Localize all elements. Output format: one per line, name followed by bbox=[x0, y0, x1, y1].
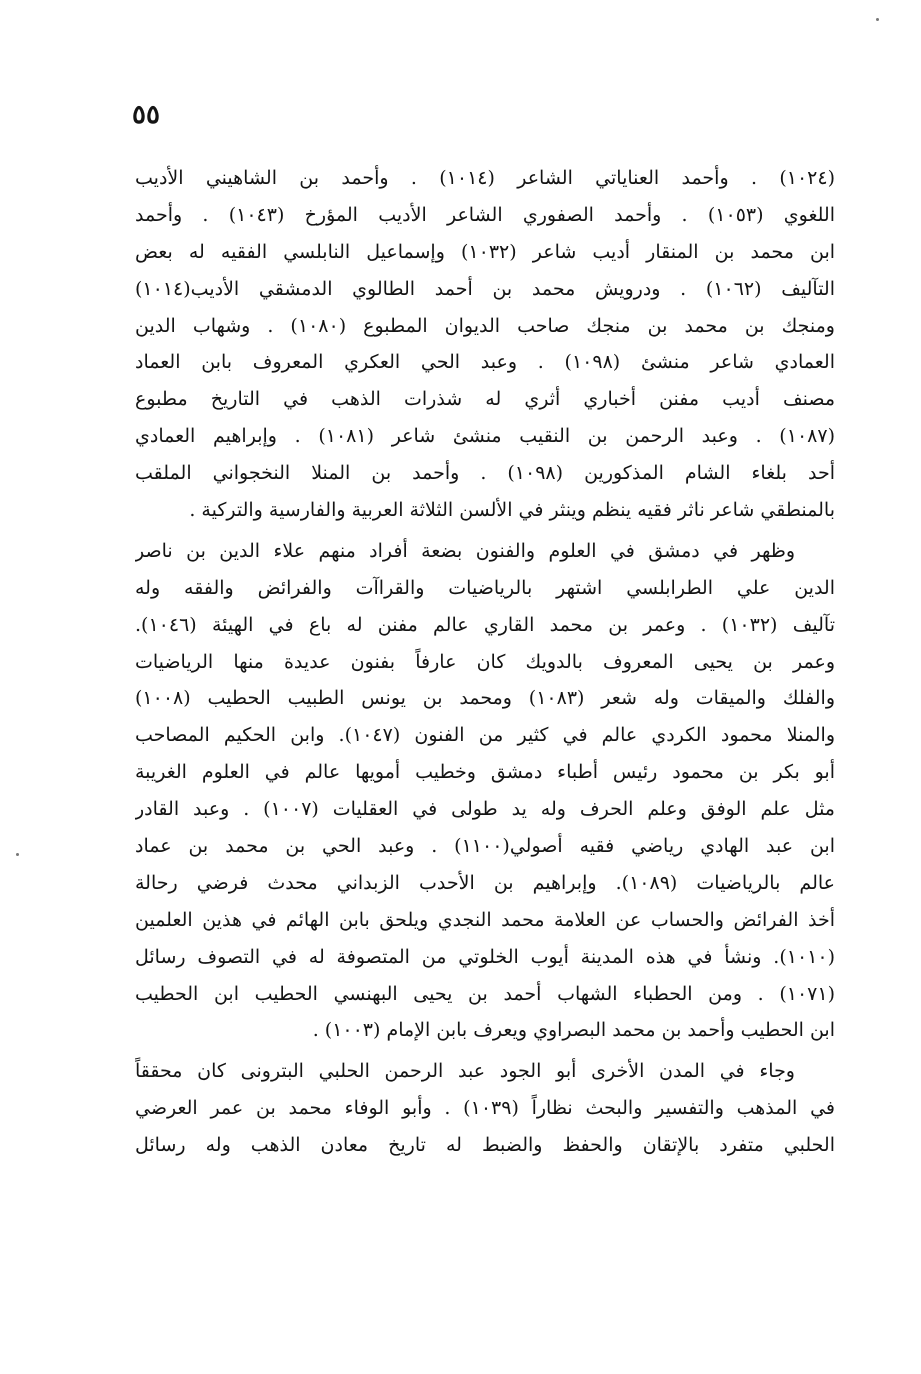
text-line: أخذ الفرائض والحساب عن العلامة محمد النجدي ويلحق بابن الهائم في هذين العلمين bbox=[135, 908, 835, 931]
text-line: مصنف أديب مفنن أخباري أثري له شذرات الذهب في التاريخ مطبوع bbox=[135, 388, 835, 411]
text-line: اللغوي (١٠٥٣) . وأحمد الصفوري الشاعر الأديب المؤرخ (١٠٤٣) . وأحمد bbox=[135, 203, 835, 226]
scan-speck bbox=[876, 18, 879, 21]
text-line: أبو بكر بن محمود رئيس أطباء دمشق وخطيب أمويها عالم في العلوم الغريبة bbox=[135, 761, 835, 784]
text-line: في المذهب والتفسير والبحث نظاراً (١٠٣٩) . وأبو الوفاء محمد بن عمر العرضي bbox=[135, 1097, 835, 1120]
text-line: وظهر في دمشق في العلوم والفنون بضعة أفراد منهم علاء الدين بن ناصر bbox=[135, 539, 795, 562]
page-body bbox=[135, 160, 835, 1164]
text-line: ومنجك بن محمد بن منجك صاحب الديوان المطبوع (١٠٨٠) . وشهاب الدين bbox=[135, 314, 835, 337]
text-line: بالمنطقي شاعر ناثر فقيه ينظم وينثر في الألسن الثلاثة العربية والفارسية والتركية . bbox=[189, 499, 835, 522]
text-line: والفلك والميقات وله شعر (١٠٨٣) ومحمد بن يونس الطبيب الحطيب (١٠٠٨) bbox=[135, 687, 835, 710]
text-line: وجاء في المدن الأخرى أبو الجود عبد الرحمن الحلبي البترونى كان محققاً bbox=[135, 1060, 795, 1083]
text-line: والمنلا محمود الكردي عالم في كثير من الفنون (١٠٤٧). وابن الحكيم المصاحب bbox=[135, 724, 835, 747]
text-line: ابن عبد الهادي رياضي فقيه أصولي(١١٠٠) . وعبد الحي بن محمد بن عماد bbox=[135, 835, 835, 858]
text-line: مثل علم الوفق وعلم الحرف وله يد طولى في العقليات (١٠٠٧) . وعبد القادر bbox=[135, 798, 835, 821]
text-line: (١٠٢٤) . وأحمد العناياتي الشاعر (١٠١٤) . وأحمد بن الشاهيني الأديب bbox=[135, 167, 835, 189]
scan-speck bbox=[16, 853, 19, 856]
text-line: الحلبي متفرد بالإتقان والحفظ والضبط له تاريخ معادن الذهب وله رسائل bbox=[135, 1134, 835, 1157]
text-line: (١٠١٠). ونشأ في هذه المدينة أيوب الخلوتي من المتصوفة له في التصوف رسائل bbox=[135, 945, 835, 968]
text-line: (١٠٧١) . ومن الحطباء الشهاب أحمد بن يحيى البهنسي الحطيب ابن الحطيب bbox=[135, 982, 835, 1005]
text-line: التآليف (١٠٦٢) . ودرويش محمد بن أحمد الطالوي الدمشقي الأديب(١٠١٤) bbox=[135, 277, 835, 300]
page-number: ٥٥ bbox=[132, 100, 160, 130]
text-line: ابن محمد بن المنقار أديب شاعر (١٠٣٢) وإسماعيل النابلسي الفقيه له بعض bbox=[135, 240, 835, 263]
text-line: العمادي شاعر منشئ (١٠٩٨) . وعبد الحي العكري المعروف بابن العماد bbox=[135, 351, 835, 374]
text-line: أحد بلغاء الشام المذكورين (١٠٩٨) . وأحمد بن المنلا النخجواني الملقب bbox=[135, 462, 835, 485]
text-line: (١٠٨٧) . وعبد الرحمن بن النقيب منشئ شاعر (١٠٨١) . وإبراهيم العمادي bbox=[135, 425, 835, 448]
text-line: عالم بالرياضيات (١٠٨٩). وإبراهيم بن الأحدب الزبداني محدث فرضي رحالة bbox=[135, 871, 835, 894]
text-line: ابن الحطيب وأحمد بن محمد البصراوي ويعرف بابن الإمام (١٠٠٣) . bbox=[312, 1019, 835, 1042]
text-line: تآليف (١٠٣٢) . وعمر بن محمد القاري عالم مفنن له باع في الهيئة (١٠٤٦). bbox=[135, 613, 835, 636]
text-line: وعمر بن يحيى المعروف بالدويك كان عارفاً بفنون عديدة منها الرياضيات bbox=[135, 650, 835, 673]
text-line: الدين علي الطرابلسي اشتهر بالرياضيات والقراآت والفرائض والفقه وله bbox=[135, 576, 835, 599]
